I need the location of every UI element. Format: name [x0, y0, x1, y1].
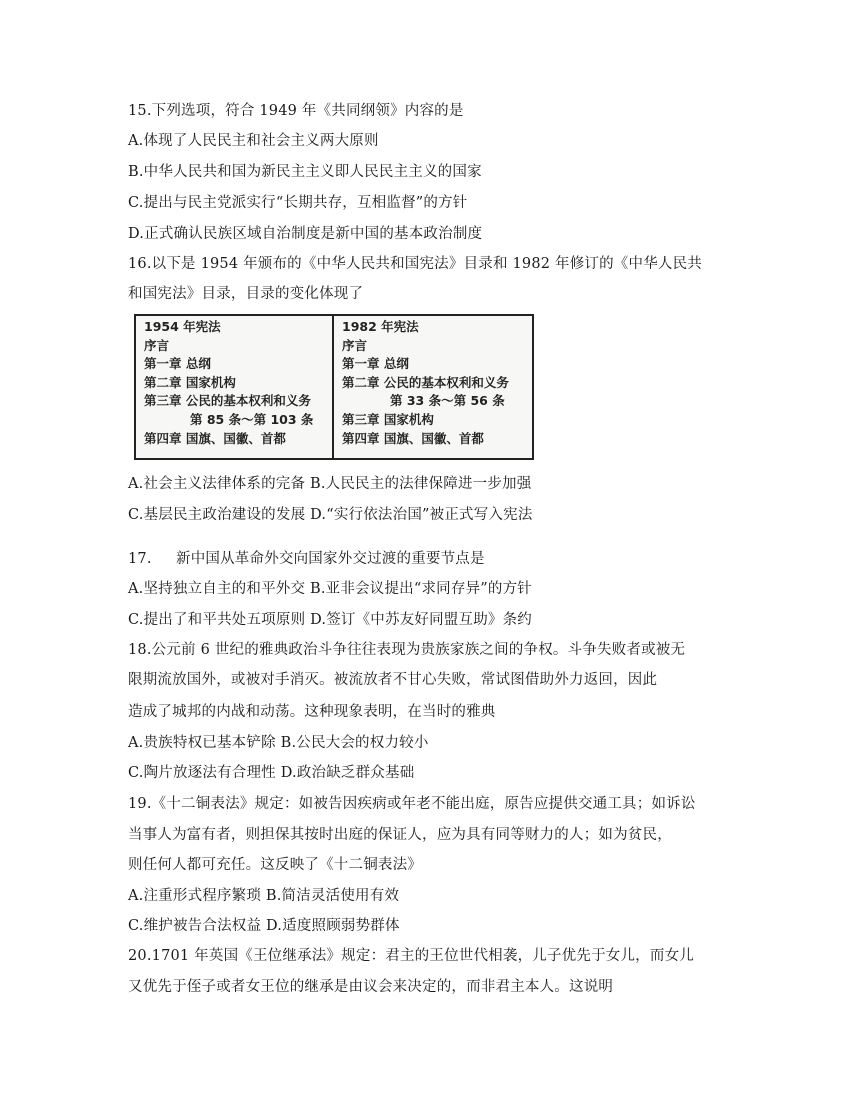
table-row: 第四章 国旗、国徽、首都 [144, 430, 286, 446]
q17-stem: 新中国从革命外交向国家外交过渡的重要节点是 [176, 551, 485, 567]
q17-number: 17. [128, 551, 152, 567]
table-row: 第一章 总纲 [342, 356, 409, 372]
q18-stem-line3: 造成了城邦的内战和动荡。这种现象表明，在当时的雅典 [128, 704, 496, 720]
q15-option-b: B.中华人民共和国为新民主主义即人民民主主义的国家 [128, 164, 482, 180]
table-row: 第三章 国家机构 [342, 411, 434, 427]
table-row: 第二章 国家机构 [144, 374, 236, 390]
q20-stem-line2: 又优先于侄子或者女王位的继承是由议会来决定的，而非君主本人。这说明 [128, 979, 614, 995]
q20-stem-line1: 20.1701 年英国《王位继承法》规定：君主的王位世代相袭，儿子优先于女儿，而女儿 [128, 948, 694, 964]
q15-option-a: A.体现了人民民主和社会主义两大原则 [128, 133, 379, 149]
q15-option-d: D.正式确认民族区域自治制度是新中国的基本政治制度 [128, 226, 483, 242]
constitution-1954-column [136, 316, 334, 458]
table-row: 第二章 公民的基本权利和义务 [342, 374, 509, 390]
table-row: 第四章 国旗、国徽、首都 [342, 430, 484, 446]
q18-options-cd: C.陶片放逐法有合理性 D.政治缺乏群众基础 [128, 765, 415, 781]
q16-options-cd: C.基层民主政治建设的发展 D.“实行依法治国”被正式写入宪法 [128, 507, 533, 523]
q19-options-ab: A.注重形式程序繁琐 B.简洁灵活使用有效 [128, 888, 400, 904]
constitution-table-image [134, 314, 534, 460]
q15-stem: 15.下列选项，符合 1949 年《共同纲领》内容的是 [128, 103, 464, 119]
table-row: 序言 [342, 337, 368, 353]
q16-options-ab: A.社会主义法律体系的完备 B.人民民主的法律保障进一步加强 [128, 476, 532, 492]
q16-stem-line2: 和国宪法》目录，目录的变化体现了 [128, 286, 364, 302]
q18-stem-line2: 限期流放国外，或被对手消灭。被流放者不甘心失败，常试图借助外力返回，因此 [128, 672, 658, 688]
q17-options-cd: C.提出了和平共处五项原则 D.签订《中苏友好同盟互助》条约 [128, 612, 533, 628]
table-row: 第 85 条～第 103 条 [190, 411, 314, 427]
q15-option-c: C.提出与民主党派实行“长期共存，互相监督”的方针 [128, 195, 468, 211]
q18-stem-line1: 18.公元前 6 世纪的雅典政治斗争往往表现为贵族家族之间的争权。斗争失败者或被无 [128, 642, 686, 658]
q19-stem-line3: 则任何人都可充任。这反映了《十二铜表法》 [128, 857, 422, 873]
table-row: 第 33 条～第 56 条 [390, 393, 505, 409]
q17-options-ab: A.坚持独立自主的和平外交 B.亚非会议提出“求同存异”的方针 [128, 581, 532, 597]
table-row: 第三章 公民的基本权利和义务 [144, 393, 311, 409]
q18-options-ab: A.贵族特权已基本铲除 B.公民大会的权力较小 [128, 735, 429, 751]
q19-stem-line1: 19.《十二铜表法》规定：如被告因疾病或年老不能出庭，原告应提供交通工具；如诉讼 [128, 796, 696, 812]
q19-stem-line2: 当事人为富有者，则担保其按时出庭的保证人，应为具有同等财力的人；如为贫民， [128, 827, 672, 843]
constitution-1982-column [334, 316, 532, 458]
table-row: 第一章 总纲 [144, 356, 211, 372]
q16-stem-line1: 16.以下是 1954 年颁布的《中华人民共和国宪法》目录和 1982 年修订的《中华人民共 [128, 256, 702, 272]
table-header-1982: 1982 年宪法 [342, 319, 419, 334]
table-row: 序言 [144, 337, 170, 353]
q19-options-cd: C.维护被告合法权益 D.适度照顾弱势群体 [128, 918, 400, 934]
table-header-1954: 1954 年宪法 [144, 319, 221, 334]
